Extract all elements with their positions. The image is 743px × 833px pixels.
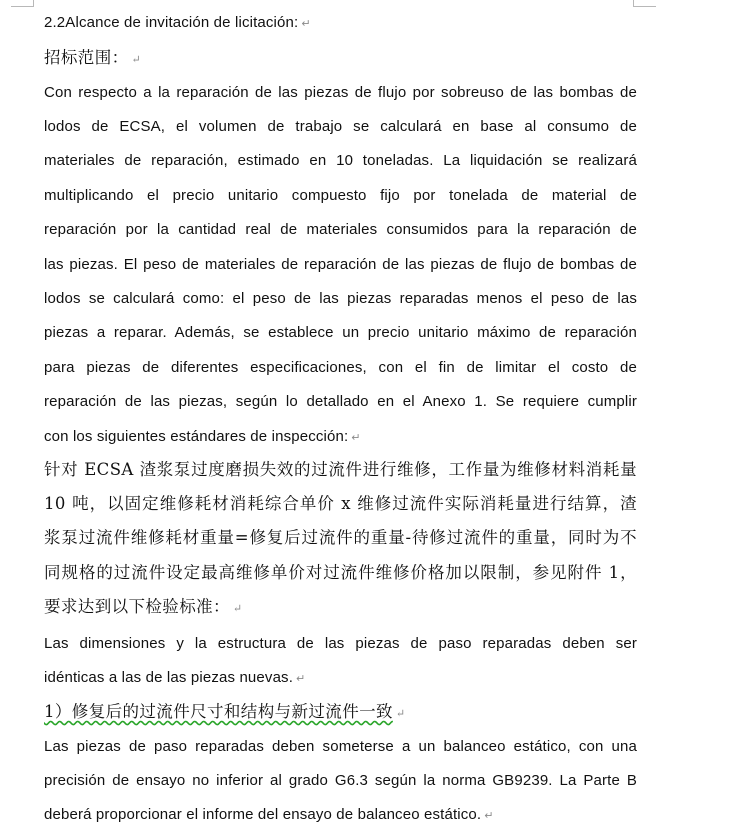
text-line: idénticas a las de las piezas nuevas. ↵: [44, 669, 306, 686]
text-line-zh: 同规格的过流件设定最高维修单价对过流件维修价格加以限制，参见附件 1，: [44, 563, 637, 582]
paragraph-mark: ↵: [301, 18, 311, 30]
text-line: para piezas de diferentes especificaciones, con el fin de limitar el costo de: [44, 359, 637, 376]
paragraph-mark: ↵: [232, 602, 243, 615]
text-line-zh: 要求达到以下检验标准： ↵: [44, 597, 243, 616]
text-line: deberá proporcionar el informe del ensayo de balanceo estático. ↵: [44, 806, 494, 823]
text-line: las piezas. El peso de materiales de reparación de las piezas de flujo de bombas de: [44, 256, 637, 273]
text-line: reparación de las piezas, según lo detallado en el Anexo 1. Se requiere cumplir: [44, 393, 637, 410]
text-line: lodos de ECSA, el volumen de trabajo se calculará en base al consumo de: [44, 118, 637, 135]
paragraph-mark: ↵: [296, 673, 306, 685]
text-line-zh: [44, 695, 637, 729]
paragraph-mark: ↵: [351, 432, 361, 444]
paragraph-mark: ↵: [484, 810, 494, 822]
text-line: Las piezas de paso reparadas deben someterse a un balanceo estático, con una: [44, 738, 637, 755]
grammar-underlined-text[interactable]: 1）修复后的过流件尺寸和结构与新过流件一致: [44, 702, 393, 721]
text-line-zh: 10 吨，以固定维修耗材消耗综合单价 x 维修过流件实际消耗量进行结算，渣: [44, 494, 637, 513]
text-line: Con respecto a la reparación de las piezas de flujo por sobreuso de las bombas de: [44, 84, 637, 101]
paragraph-mark: ↵: [395, 707, 406, 720]
text-line-zh: 浆泵过流件维修耗材重量=修复后过流件的重量-待修过流件的重量，同时为不: [44, 528, 637, 547]
section-heading: 2.2Alcance de invitación de licitación: ↵: [44, 14, 311, 31]
paragraph-mark: ↵: [131, 53, 141, 66]
text-line: materiales de reparación, estimado en 10 toneladas. La liquidación se realizará: [44, 152, 637, 169]
text-line: lodos se calculará como: el peso de las piezas reparadas menos el peso de las: [44, 290, 637, 307]
text-line: Las dimensiones y la estructura de las piezas de paso reparadas deben ser: [44, 635, 637, 652]
text-line: precisión de ensayo no inferior al grado G6.3 según la norma GB9239. La Parte B: [44, 772, 637, 789]
text-line: con los siguientes estándares de inspección: ↵: [44, 428, 361, 445]
page-corner-mark-left: [11, 0, 34, 7]
text-line: piezas a reparar. Además, se establece un precio unitario máximo de reparación: [44, 324, 637, 341]
text-line: multiplicando el precio unitario compuesto fijo por tonelada de material de: [44, 187, 637, 204]
section-heading-zh: 招标范围： ↵: [44, 48, 141, 67]
text-line: reparación por la cantidad real de materiales consumidos para la reparación de: [44, 221, 637, 238]
text-line-zh: 针对 ECSA 渣浆泵过度磨损失效的过流件进行维修，工作量为维修材料消耗量: [44, 460, 637, 479]
